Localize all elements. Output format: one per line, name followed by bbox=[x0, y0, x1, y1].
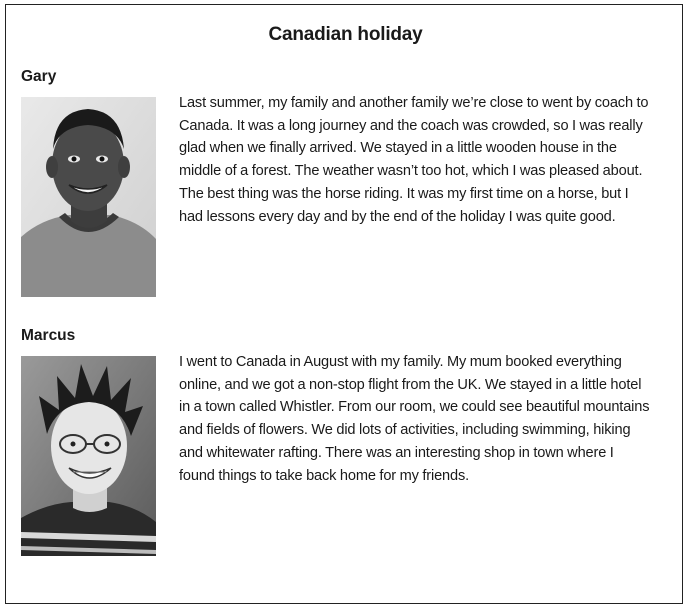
marcus-text: I went to Canada in August with my family. My mum booked everything online, and we got a non-stop flight from the UK. We stayed in a little hotel in a town called Whistler. From our room, we could see beautiful mountains and fields of flowers. We did lots of activities, including swimming, hiking and whitewater rafting. There was an interesting shop in town where I found things to take back home for my friends. bbox=[179, 354, 650, 484]
gary-text: Last summer, my family and another family we’re close to went by coach to Canada. It was a long journey and the coach was crowded, so I was really glad when we finally arrived. We stayed in a little wooden house in the middle of a forest. The weather wasn’t too hot, which I was pleased about. The best thing was the horse riding. It was my first time on a horse, but I had lessons every day and by the end of the holiday I was quite good. bbox=[179, 95, 649, 225]
marcus-photo bbox=[21, 356, 156, 556]
person-name-marcus: Marcus bbox=[21, 327, 76, 344]
gary-photo bbox=[21, 97, 156, 297]
person-name-gary: Gary bbox=[21, 68, 57, 85]
page-title: Canadian holiday bbox=[268, 24, 423, 45]
